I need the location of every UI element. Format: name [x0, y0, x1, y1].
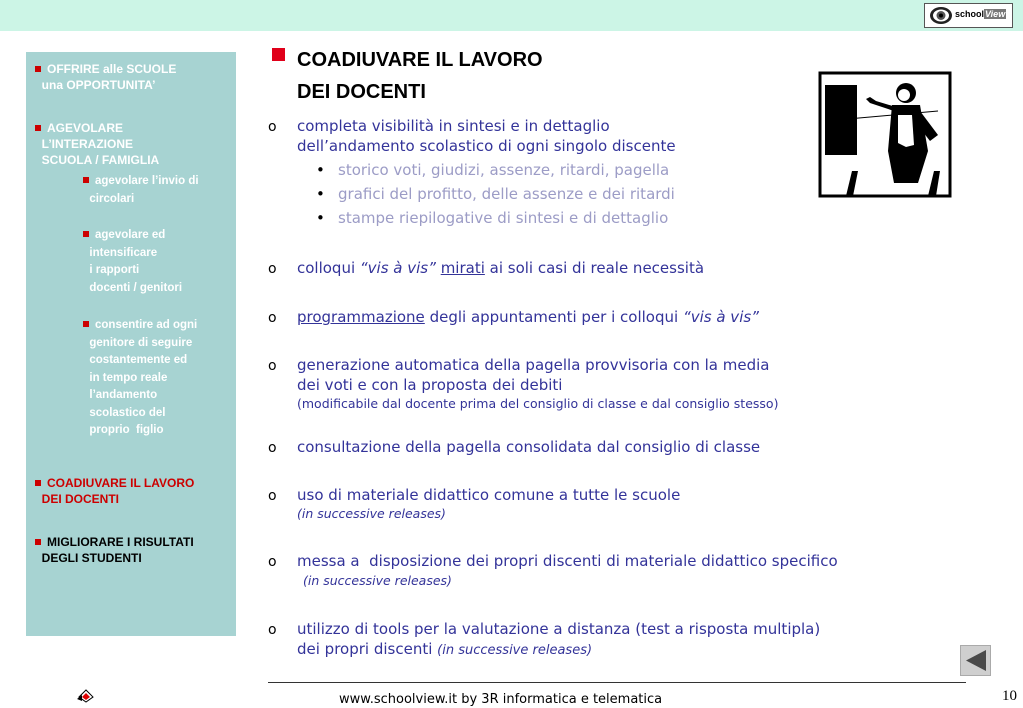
list-item-consultazione: consultazione della pagella consolidata dal consiglio di classe — [297, 438, 761, 456]
3r-logo-icon — [76, 688, 96, 704]
bullet-square-icon — [83, 231, 89, 237]
bullet-square-icon — [35, 66, 41, 72]
page-number: 10 — [1002, 688, 1017, 704]
bullet-square-icon — [35, 539, 41, 545]
list-item-tools: utilizzo di tools per la valutazione a distanza (test a risposta multipla) dei propri discenti (in successive releases) — [297, 620, 821, 658]
sub-list-marker: • — [316, 185, 325, 203]
list-item-programmazione: programmazione degli appuntamenti per i colloqui “vis à vis” — [297, 308, 759, 326]
list-item-note: (in successive releases) — [297, 506, 446, 521]
list-item-colloqui: colloqui “vis à vis” mirati ai soli casi di reale necessità — [297, 259, 705, 277]
footer-divider — [268, 682, 966, 683]
list-marker: o — [268, 261, 277, 277]
sidebar-subitem-circolari[interactable]: agevolare l’invio di circolari — [83, 173, 199, 208]
list-marker: o — [268, 440, 277, 456]
sidebar-item-migliorare[interactable]: MIGLIORARE I RISULTATI DEGLI STUDENTI — [35, 534, 194, 566]
sub-list-marker: • — [316, 161, 325, 179]
sub-list-marker: • — [316, 209, 325, 227]
sidebar-subitem-rapporti[interactable]: agevolare ed intensificare i rapporti docenti / genitori — [83, 227, 182, 297]
bullet-square-icon — [35, 125, 41, 131]
sidebar-item-offrire[interactable]: OFFRIRE alle SCUOLE una OPPORTUNITA’ — [35, 61, 176, 93]
list-item-visibilita: completa visibilità in sintesi e in dettaglio dell’andamento scolastico di ogni singolo discente — [297, 117, 676, 155]
list-item-materiale-comune: uso di materiale didattico comune a tutte le scuole — [297, 486, 681, 504]
teacher-board-icon — [818, 71, 952, 198]
sub-list-item: grafici del profitto, delle assenze e dei ritardi — [338, 185, 675, 203]
sidebar-subitem-genitori[interactable]: consentire ad ogni genitore di seguire costantemente ed in tempo reale l’andamento scolastico del proprio figlio — [83, 317, 197, 440]
page-title: COADIUVARE IL LAVORO DEI DOCENTI — [297, 49, 543, 103]
list-item-note: (modificabile dal docente prima del consiglio di classe e dal consiglio stesso) — [297, 396, 779, 411]
sub-list-item: storico voti, giudizi, assenze, ritardi, pagella — [338, 161, 670, 179]
list-item-generazione: generazione automatica della pagella provvisoria con la media dei voti e con la proposta dei debiti — [297, 356, 770, 394]
sidebar-item-coadiuvare-active[interactable]: COADIUVARE IL LAVORO DEI DOCENTI — [35, 475, 194, 507]
list-marker: o — [268, 358, 277, 374]
sub-list-item: stampe riepilogative di sintesi e di dettaglio — [338, 209, 669, 227]
logo-text: schoolView — [955, 9, 1006, 19]
list-item-note: (in successive releases) — [303, 573, 452, 588]
bullet-square-icon — [83, 177, 89, 183]
title-bullet-icon — [272, 48, 285, 61]
bullet-square-icon — [35, 480, 41, 486]
bullet-square-icon — [83, 321, 89, 327]
sidebar — [26, 52, 236, 636]
schoolview-logo[interactable] — [924, 3, 1013, 28]
list-marker: o — [268, 310, 277, 326]
footer-credit[interactable]: www.schoolview.it by 3R informatica e telematica — [339, 692, 663, 707]
back-arrow-icon — [961, 646, 990, 675]
top-bar — [0, 0, 1023, 31]
list-marker: o — [268, 622, 277, 638]
list-item-materiale-specifico: messa a disposizione dei propri discenti di materiale didattico specifico — [297, 552, 838, 570]
sidebar-item-agevolare[interactable]: AGEVOLARE L’INTERAZIONE SCUOLA / FAMIGLIA — [35, 120, 159, 168]
list-marker: o — [268, 554, 277, 570]
back-button[interactable] — [960, 645, 991, 676]
list-marker: o — [268, 119, 277, 135]
eye-logo-icon — [929, 6, 953, 25]
list-marker: o — [268, 488, 277, 504]
